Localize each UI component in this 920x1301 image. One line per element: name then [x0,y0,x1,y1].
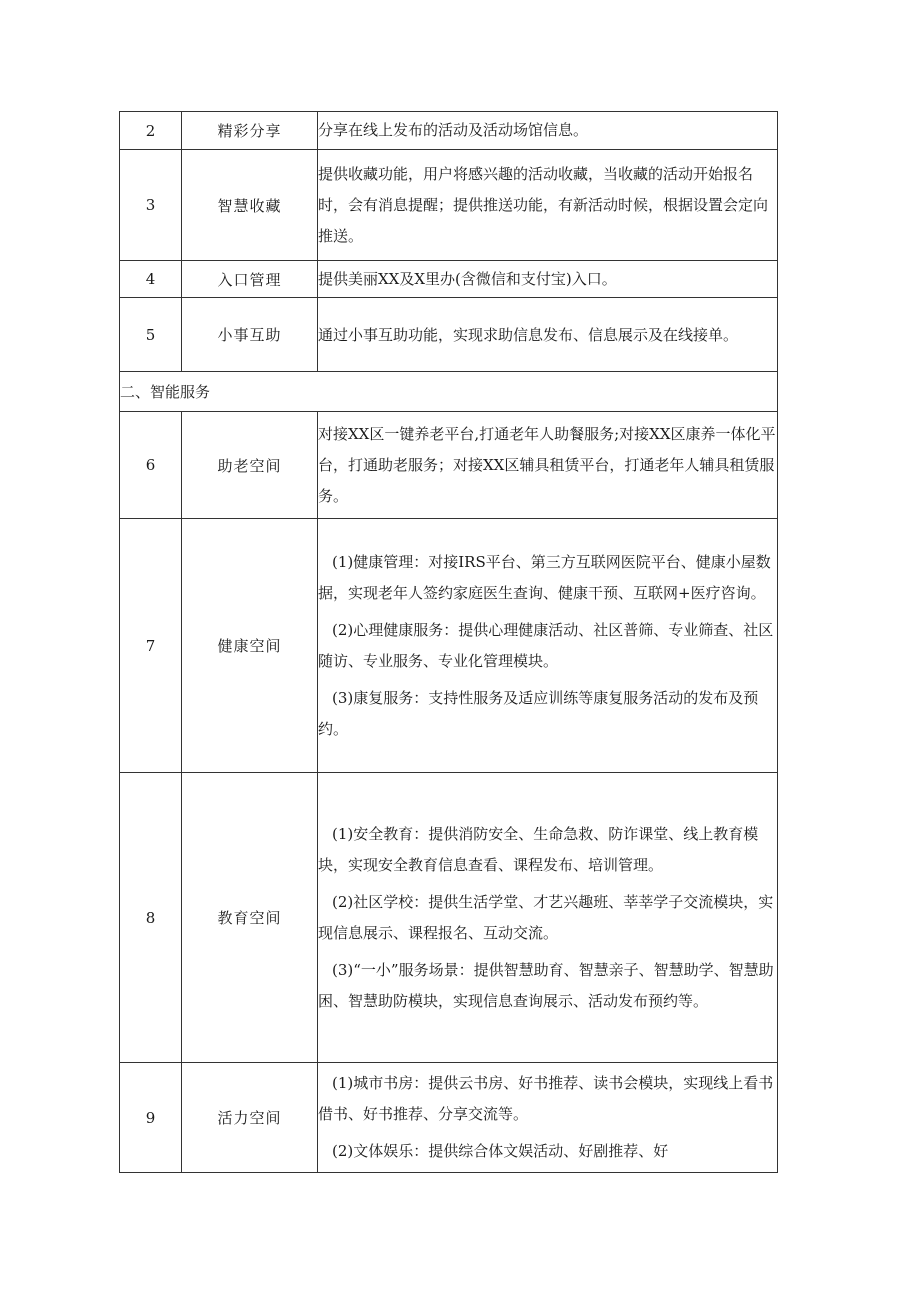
row-feature-name: 入口管理 [182,261,318,298]
row-number: 9 [120,1063,182,1173]
row-feature-name: 小事互助 [182,298,318,372]
row-description [318,112,778,150]
description-paragraph: (2)心理健康服务：提供心理健康活动、社区普筛、专业筛查、社区随访、专业服务、专业化管理模块。 [318,620,774,670]
row-number: 6 [120,412,182,519]
description-paragraph: (1)健康管理：对接IRS平台、第三方互联网医院平台、健康小屋数据，实现老年人签约家庭医生查询、健康干预、互联网+医疗咨询。 [318,552,771,602]
row-description [318,412,778,519]
row-number: 8 [120,773,182,1063]
row-description [318,150,778,261]
section-title: 二、智能服务 [120,372,778,412]
row-description [318,773,778,1063]
row-feature-name: 智慧收藏 [182,150,318,261]
row-number: 5 [120,298,182,372]
description-paragraph: (2)社区学校：提供生活学堂、才艺兴趣班、莘莘学子交流模块，实现信息展示、课程报名、互动交流。 [318,892,774,942]
section-row [120,372,778,412]
feature-table [119,111,778,1173]
description-paragraph: (3)“一小”服务场景：提供智慧助育、智慧亲子、智慧助学、智慧助困、智慧助防模块，实现信息查询展示、活动发布预约等。 [318,960,774,1010]
description-paragraph: (1)安全教育：提供消防安全、生命急救、防诈课堂、线上教育模块，实现安全教育信息查看、课程发布、培训管理。 [318,824,759,874]
row-number: 4 [120,261,182,298]
row-description [318,519,778,773]
row-feature-name: 助老空间 [182,412,318,519]
row-description [318,1063,778,1173]
table-row [120,298,778,372]
row-number: 7 [120,519,182,773]
description-paragraph: (3)康复服务：支持性服务及适应训练等康复服务活动的发布及预约。 [318,688,759,738]
row-number: 2 [120,112,182,150]
description-paragraph: 通过小事互助功能，实现求助信息发布、信息展示及在线接单。 [318,326,739,344]
description-paragraph: (2)文体娱乐：提供综合体文娱活动、好剧推荐、好 [332,1142,669,1160]
description-paragraph: 对接XX区一键养老平台,打通老年人助餐服务;对接XX区康养一体化平台，打通助老服务；对接XX区辅具租赁平台，打通老年人辅具租赁服务。 [318,424,776,505]
table-row [120,1063,778,1173]
row-feature-name: 教育空间 [182,773,318,1063]
table-row [120,412,778,519]
row-number: 3 [120,150,182,261]
row-feature-name: 精彩分享 [182,112,318,150]
description-paragraph: (1)城市书房：提供云书房、好书推荐、读书会模块，实现线上看书借书、好书推荐、分享交流等。 [318,1074,774,1123]
description-paragraph: 分享在线上发布的活动及活动场馆信息。 [318,121,589,139]
description-paragraph: 提供收藏功能，用户将感兴趣的活动收藏，当收藏的活动开始报名时，会有消息提醒；提供推送功能，有新活动时候，根据设置会定向推送。 [318,164,769,245]
table-row [120,150,778,261]
table-row [120,519,778,773]
table-row [120,261,778,298]
description-paragraph: 提供美丽XX及X里办(含微信和支付宝)入口。 [318,269,617,288]
row-feature-name: 活力空间 [182,1063,318,1173]
row-feature-name: 健康空间 [182,519,318,773]
table-row [120,112,778,150]
row-description [318,261,778,298]
row-description [318,298,778,372]
table-row [120,773,778,1063]
